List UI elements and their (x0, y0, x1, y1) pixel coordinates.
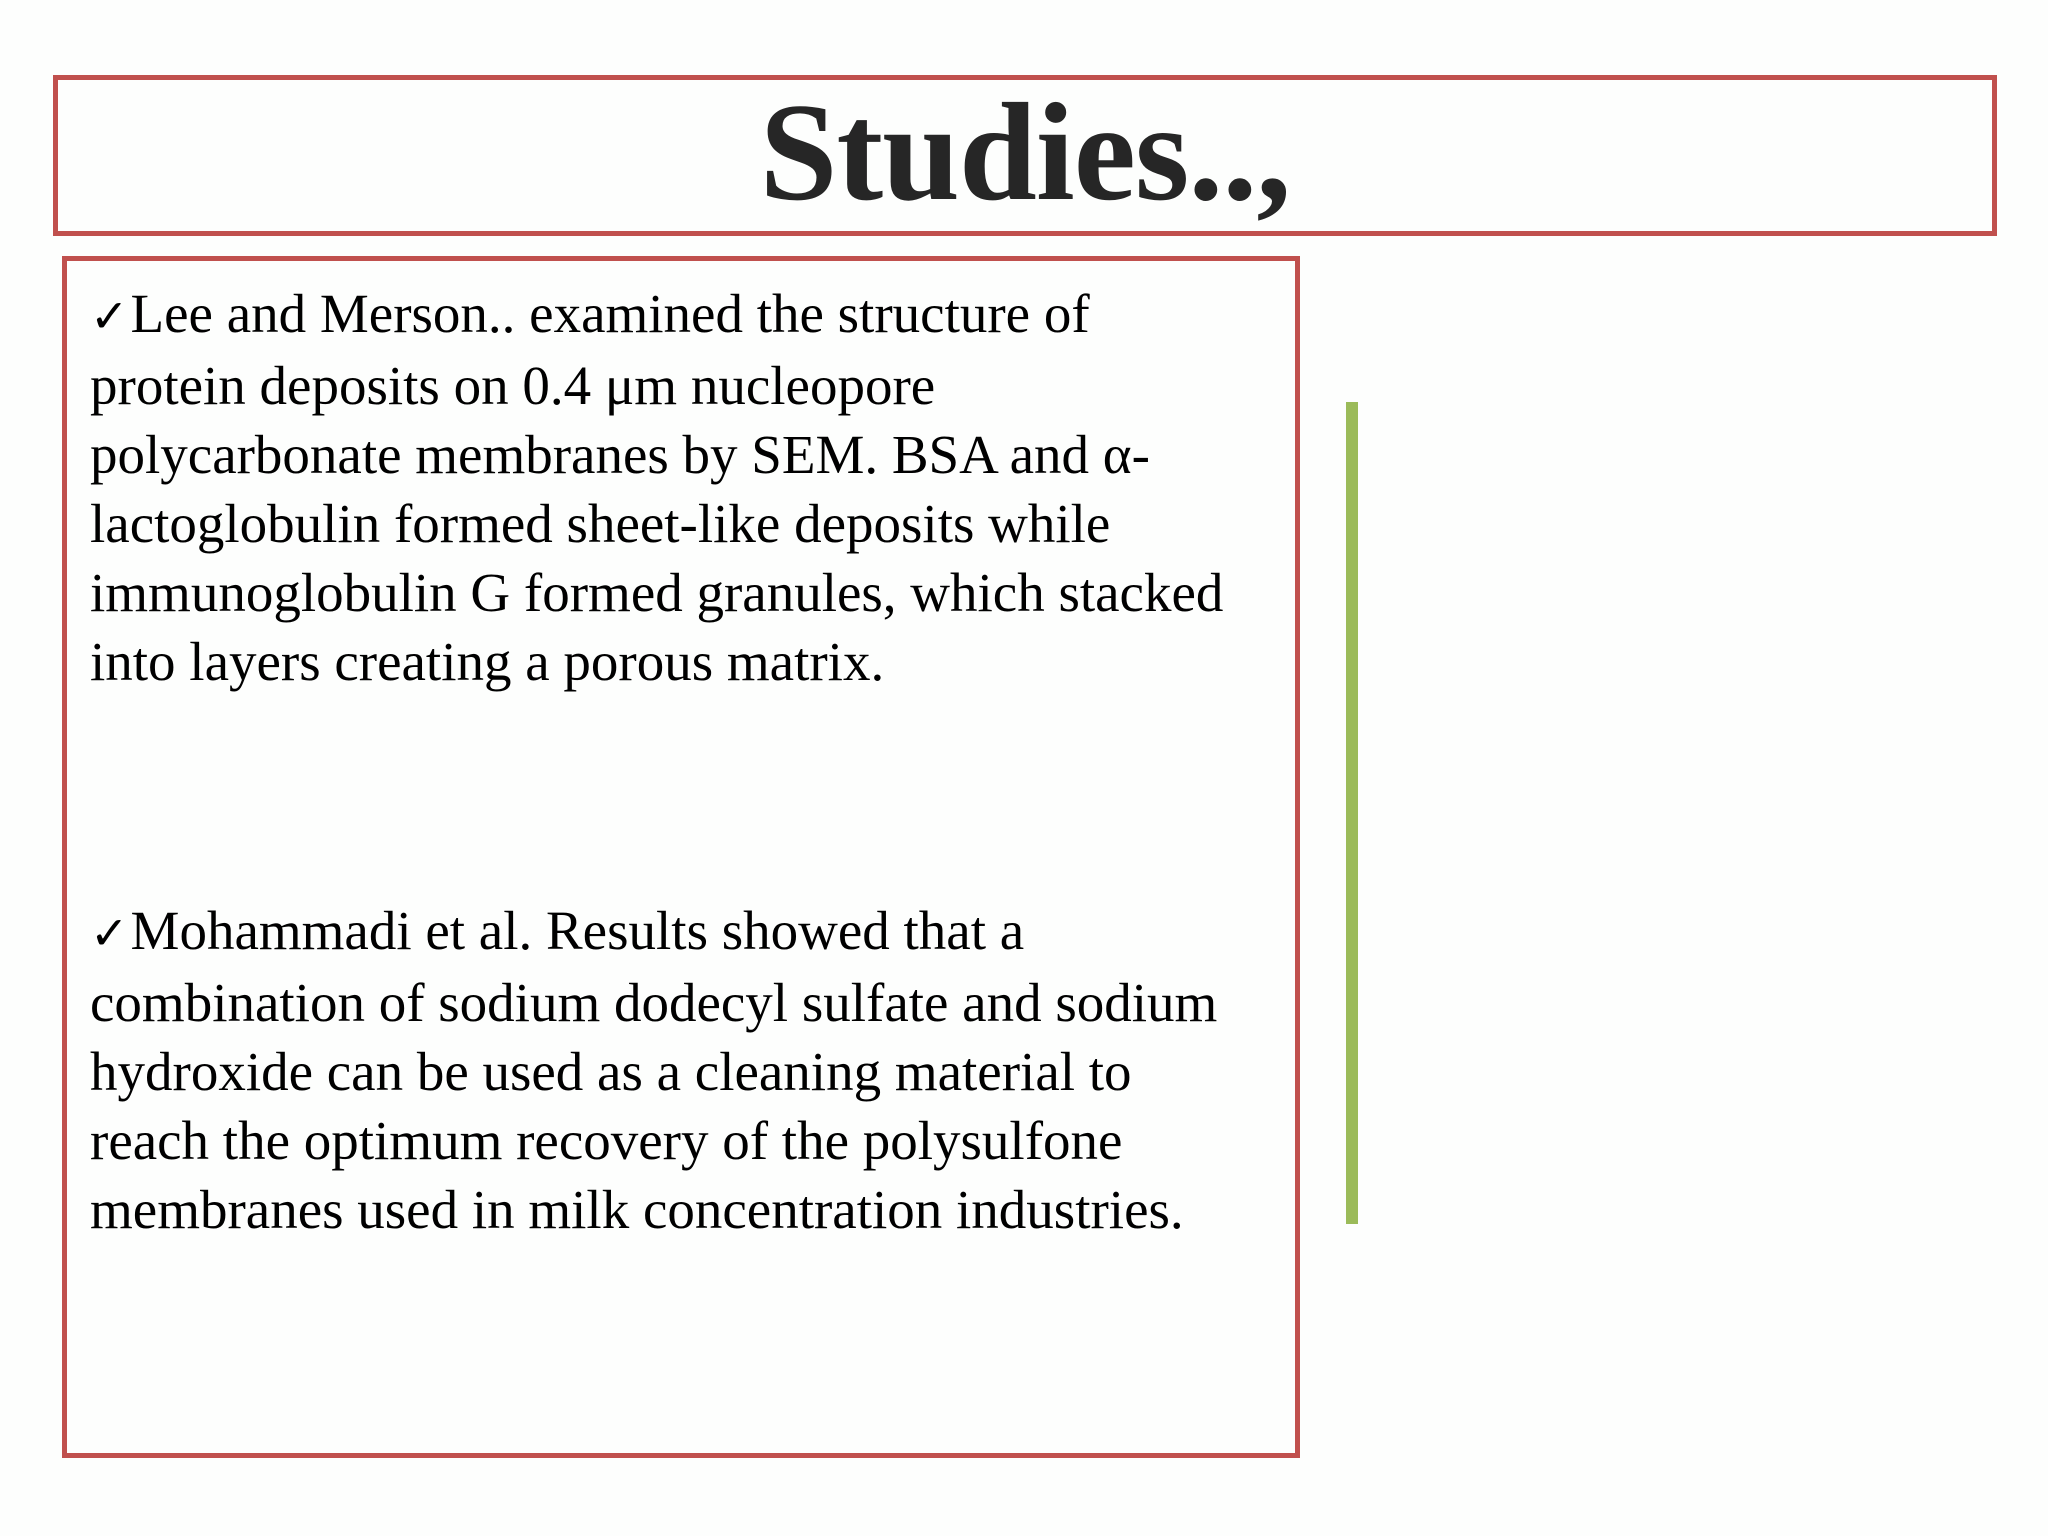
accent-bar (1346, 402, 1358, 1224)
bullet-text: Lee and Merson.. examined the structure of protein deposits on 0.4 μm nucleopore polycarbonate membranes by SEM. BSA and α- lactoglobulin formed sheet-like deposits while immunoglobulin G formed granules, which stacked into layers creating a porous matrix. (90, 283, 1224, 692)
bullet-item-lee-merson (90, 279, 1290, 696)
content-box (62, 256, 1300, 1458)
bullet-list (90, 279, 1290, 1244)
slide-title: Studies.., (759, 74, 1291, 230)
bullet-text: Mohammadi et al. Results showed that a combination of sodium dodecyl sulfate and sodium hydroxide can be used as a cleaning material to reach the optimum recovery of the polysulfone membranes used in milk concentration industries. (90, 900, 1218, 1240)
bullet-item-mohammadi (90, 896, 1290, 1244)
title-box (53, 75, 1997, 236)
checkmark-icon: ✓ (90, 906, 129, 960)
checkmark-icon: ✓ (90, 289, 129, 343)
